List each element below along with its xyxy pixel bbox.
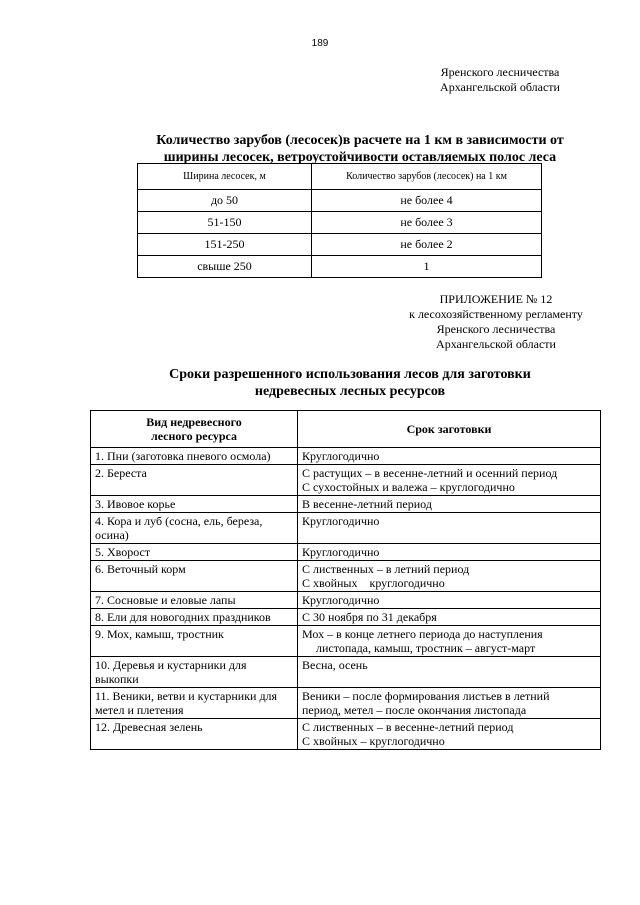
resource-cell: 1. Пни (заготовка пневого осмола) (91, 448, 298, 465)
header-line: к лесохозяйственному регламенту (409, 307, 583, 321)
term-line: С лиственных – в летний период (302, 562, 470, 576)
term-line: Весна, осень (302, 658, 368, 672)
table-row (91, 561, 601, 592)
section2-title (130, 366, 570, 400)
resource-cell: 7. Сосновые и еловые лапы (91, 592, 298, 609)
title-line: Сроки разрешенного использования лесов для заготовки (169, 367, 531, 382)
page-number: 189 (311, 38, 329, 49)
term-line: С растущих – в весенне-летний и осенний период (302, 466, 558, 480)
table-row (91, 609, 601, 626)
term-line: С 30 ноября по 31 декабря (302, 610, 437, 624)
column-header-term: Срок заготовки (298, 411, 601, 448)
resource-cell: 11. Веники, ветви и кустарники для метел и плетения (91, 688, 298, 719)
table-row (91, 513, 601, 544)
term-cell (298, 561, 601, 592)
table-cell: 51-150 (138, 212, 312, 234)
table-row (91, 496, 601, 513)
table-cell: 151-250 (138, 234, 312, 256)
term-line: Мох – в конце летнего периода до наступления (302, 627, 543, 641)
table-row (91, 465, 601, 496)
term-line: Круглогодично (302, 514, 380, 528)
title-line: Количество зарубов (лесосек)в расчете на 1 км в зависимости от (156, 133, 564, 148)
table-header-row (138, 164, 542, 190)
term-cell (298, 657, 601, 688)
header-line: лесного ресурса (150, 429, 238, 443)
term-line: листопада, камыш, тростник – август-март (316, 641, 536, 655)
term-line: Веники – после формирования листьев в летний (302, 689, 550, 703)
table-row (138, 190, 542, 212)
table-row (91, 544, 601, 561)
term-cell (298, 496, 601, 513)
table-cell: не более 4 (312, 190, 542, 212)
resource-cell: 3. Ивовое корье (91, 496, 298, 513)
term-line: С хвойных круглогодично (302, 576, 445, 590)
term-line: С хвойных – круглогодично (302, 734, 445, 748)
table-row (91, 719, 601, 750)
header-line: Яренского лесничества (440, 65, 560, 79)
resource-cell: 10. Деревья и кустарники для выкопки (91, 657, 298, 688)
header-line: Архангельской области (436, 337, 556, 351)
column-header-width: Ширина лесосек, м (138, 164, 312, 190)
table-row (91, 626, 601, 657)
appendix-header-block (392, 292, 600, 352)
table-header-row (91, 411, 601, 448)
term-cell (298, 719, 601, 750)
column-header-count: Количество зарубов (лесосек) на 1 км (312, 164, 542, 190)
term-line: период, метел – после окончания листопада (302, 703, 527, 717)
table-row (138, 234, 542, 256)
resource-cell: 9. Мох, камыш, тростник (91, 626, 298, 657)
resource-cell: 4. Кора и луб (сосна, ель, береза, осина) (91, 513, 298, 544)
term-cell (298, 609, 601, 626)
column-header-resource (91, 411, 298, 448)
table-row (138, 212, 542, 234)
resource-cell: 6. Веточный корм (91, 561, 298, 592)
table-cell: не более 3 (312, 212, 542, 234)
harvest-terms-table (90, 410, 601, 750)
term-cell (298, 626, 601, 657)
header-line: Яренского лесничества (436, 322, 556, 336)
header-line: Вид недревесного (146, 415, 242, 429)
term-cell (298, 448, 601, 465)
term-cell (298, 688, 601, 719)
header-org-block (420, 65, 580, 95)
table-cell: не более 2 (312, 234, 542, 256)
term-line: Круглогодично (302, 593, 380, 607)
term-line: Круглогодично (302, 449, 380, 463)
table-row (91, 448, 601, 465)
resource-cell: 5. Хворост (91, 544, 298, 561)
resource-cell: 2. Береста (91, 465, 298, 496)
section1-title (125, 132, 595, 166)
term-line: С сухостойных и валежа – круглогодично (302, 480, 515, 494)
term-line: Круглогодично (302, 545, 380, 559)
table-cell: свыше 250 (138, 256, 312, 278)
title-line: ширины лесосек, ветроустойчивости оставляемых полос леса (163, 150, 557, 165)
header-line: ПРИЛОЖЕНИЕ № 12 (439, 292, 553, 306)
title-line: недревесных лесных ресурсов (254, 384, 446, 399)
table-cell: 1 (312, 256, 542, 278)
term-cell (298, 544, 601, 561)
clearcut-count-table (137, 163, 542, 278)
table-row (91, 657, 601, 688)
term-line: С лиственных – в весенне-летний период (302, 720, 514, 734)
term-line: В весенне-летний период (302, 497, 432, 511)
table-row (138, 256, 542, 278)
header-line: Архангельской области (440, 80, 560, 94)
term-cell (298, 513, 601, 544)
table-cell: до 50 (138, 190, 312, 212)
resource-cell: 8. Ели для новогодних праздников (91, 609, 298, 626)
table-row (91, 592, 601, 609)
resource-cell: 12. Древесная зелень (91, 719, 298, 750)
table-row (91, 688, 601, 719)
term-cell (298, 465, 601, 496)
term-cell (298, 592, 601, 609)
